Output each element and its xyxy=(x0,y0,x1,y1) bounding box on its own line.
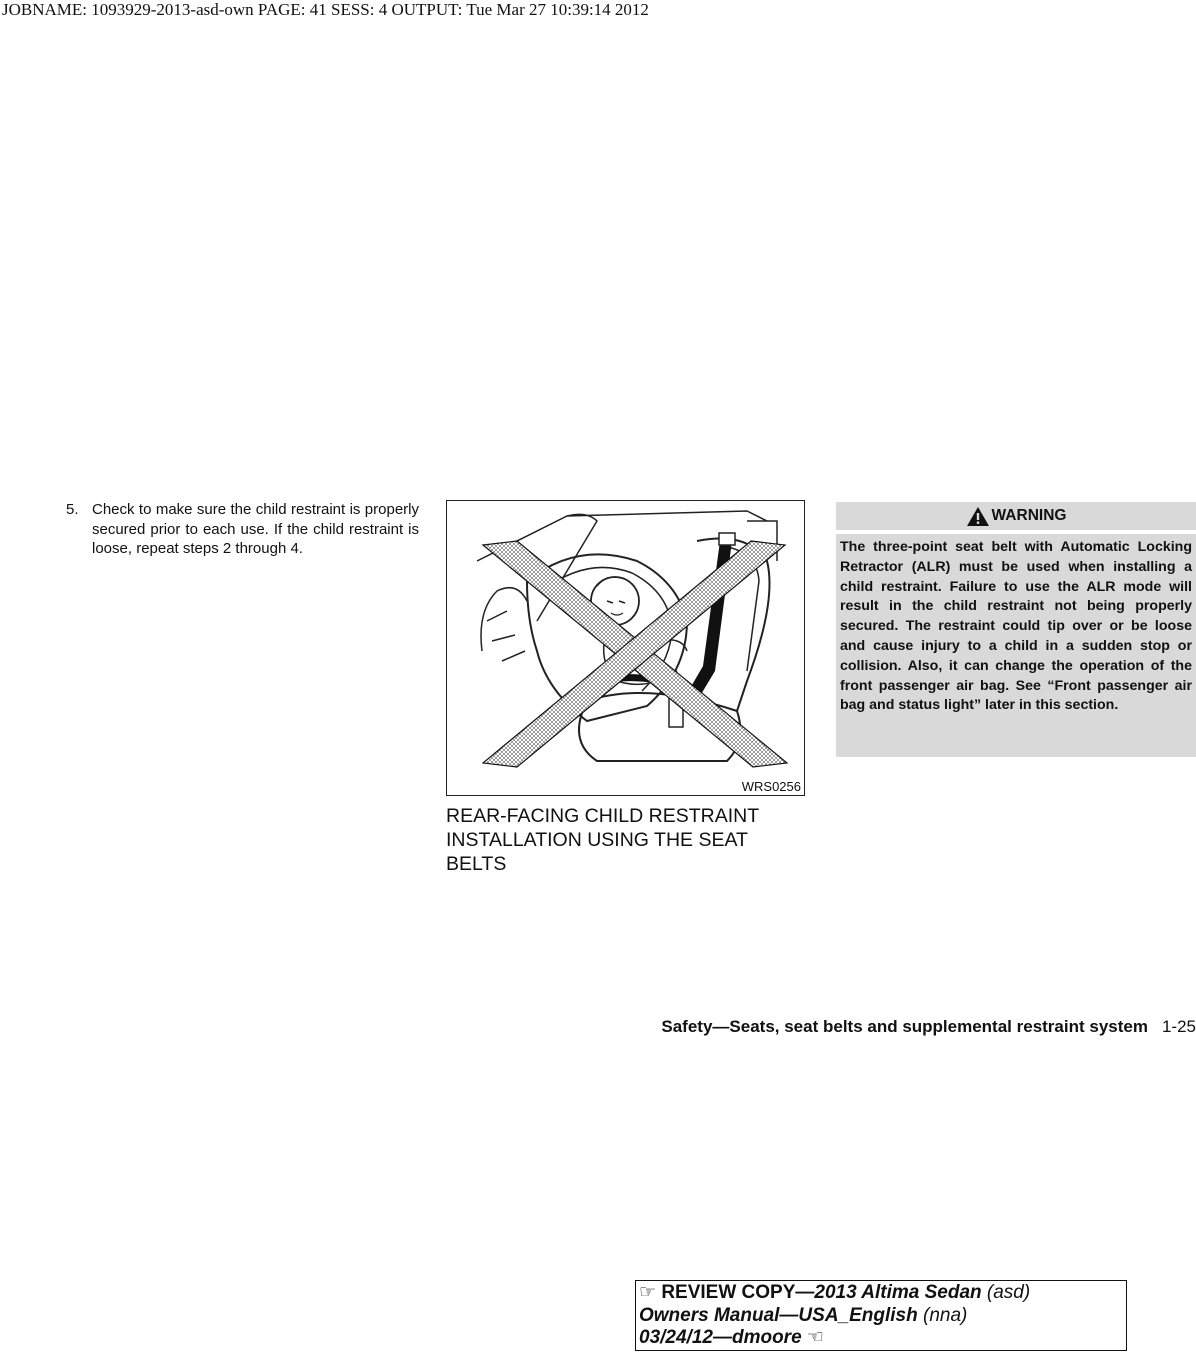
warning-box xyxy=(836,502,1196,757)
review-line-1 xyxy=(639,1282,1126,1305)
step-text: Check to make sure the child restraint is properly secured prior to each use. If the child restraint is loose, repeat steps 2 through 4. xyxy=(92,501,419,557)
figure-caption: REAR-FACING CHILD RESTRAINT INSTALLATION USING THE SEAT BELTS xyxy=(446,805,759,875)
step-number: 5. xyxy=(66,501,79,518)
warning-text: The three-point seat belt with Automatic Locking Retractor (ALR) must be used when installing a child restraint. Failure to use the ALR mode will result in the child restraint not being properly secured. The restraint could tip over or be loose and cause injury to a child in a sudden stop or collision. Also, it can change the operation of the front passenger air bag. See “Front passenger air bag and status light” later in this section. xyxy=(840,539,1192,714)
warning-header xyxy=(836,502,1196,534)
review-line-3 xyxy=(639,1327,1126,1350)
page-footer xyxy=(661,1017,1196,1037)
date-author: 03/24/12—dmoore xyxy=(639,1327,802,1348)
job-header: JOBNAME: 1093929-2013-asd-own PAGE: 41 SESS: 4 OUTPUT: Tue Mar 27 10:39:14 2012 xyxy=(2,0,649,19)
model-name: 2013 Altima Sedan xyxy=(814,1282,982,1303)
child-seat-illustration xyxy=(447,501,804,795)
warning-triangle-icon xyxy=(966,506,990,527)
section-title: Safety—Seats, seat belts and supplemental restraint system xyxy=(661,1017,1148,1036)
review-line-2 xyxy=(639,1305,1126,1328)
review-label: REVIEW COPY— xyxy=(661,1282,815,1303)
pointer-hand-left-icon: ☜ xyxy=(806,1327,824,1348)
figure-code: WRS0256 xyxy=(741,779,801,794)
page-number: 1-25 xyxy=(1161,1017,1196,1036)
manual-code: (nna) xyxy=(923,1304,968,1326)
review-copy-box xyxy=(635,1280,1127,1351)
step-5 xyxy=(66,500,419,559)
warning-title: WARNING xyxy=(991,507,1067,524)
model-code: (asd) xyxy=(986,1282,1031,1303)
figure-illustration xyxy=(446,500,805,796)
pointer-hand-icon: ☞ xyxy=(639,1282,657,1303)
manual-name: Owners Manual—USA_English xyxy=(639,1304,918,1326)
